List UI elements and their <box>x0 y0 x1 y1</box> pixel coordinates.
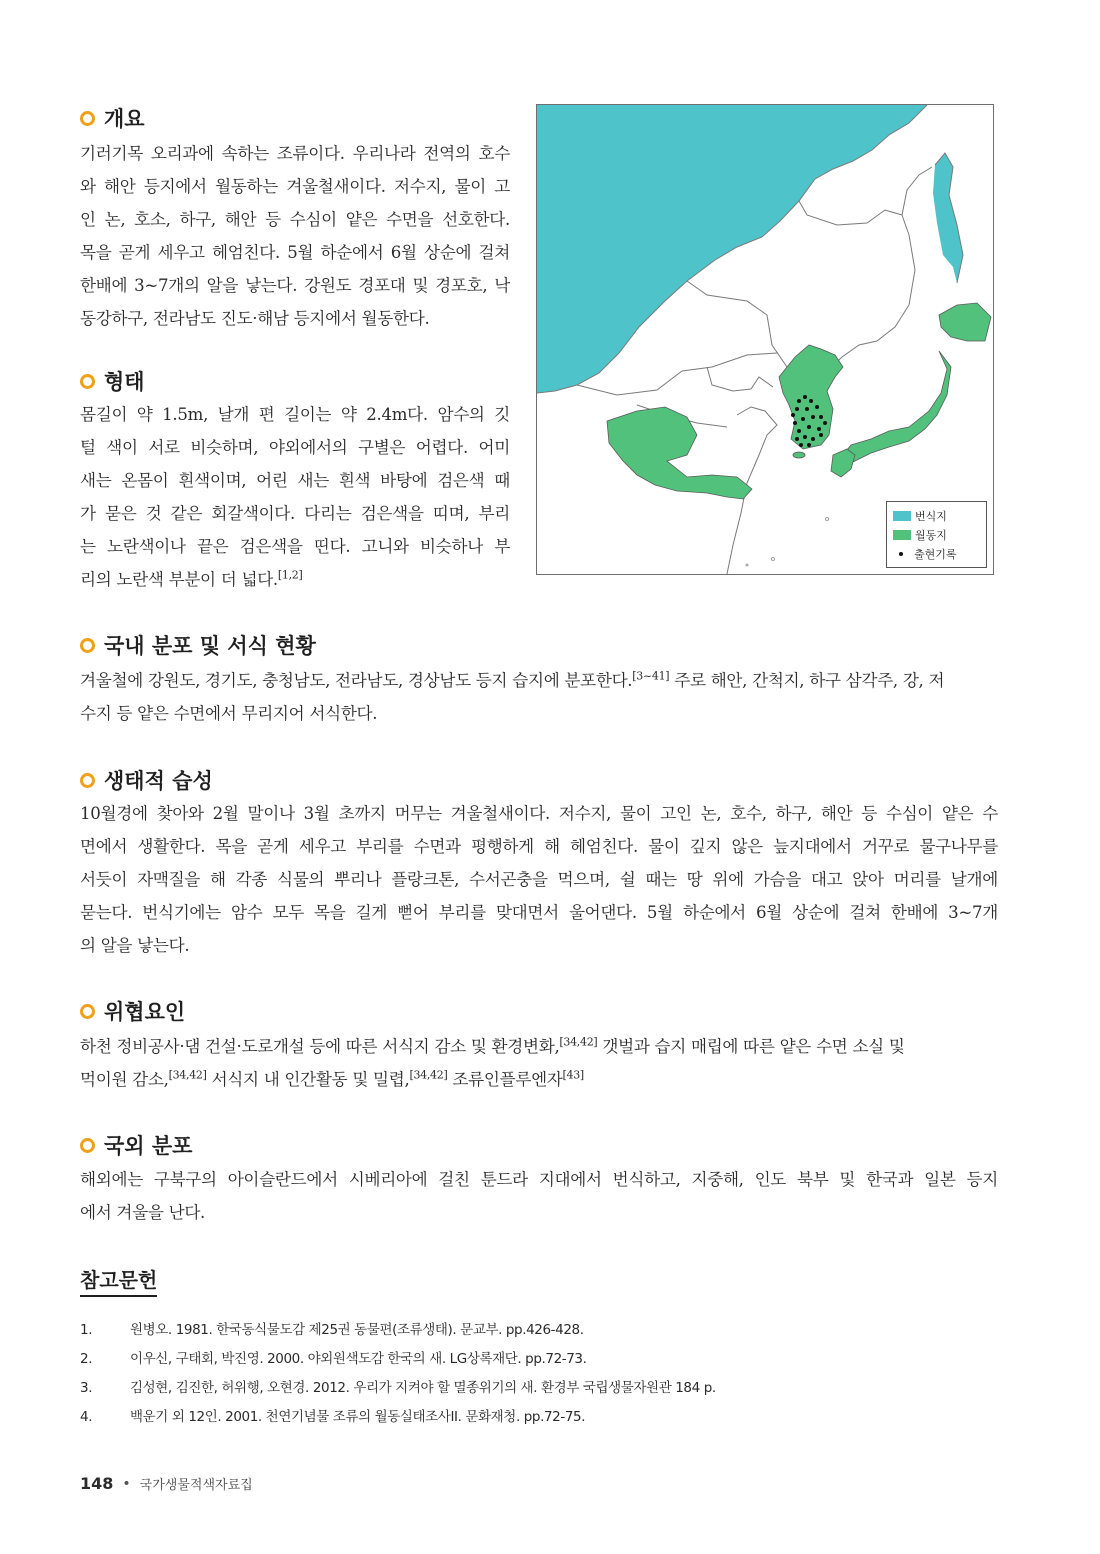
text-line: 서듯이 자맥질을 해 각종 식물의 뿌리나 플랑크톤, 수서곤충을 먹으며, 쉴 때는 땅 위에 가슴을 대고 앉아 머리를 날개에 <box>80 870 998 889</box>
section-heading-ecology <box>80 765 213 795</box>
reference-text: 이우신, 구태회, 박진영. 2000. 야외원색도감 한국의 새. LG상록재단. pp.72-73. <box>130 1351 587 1367</box>
citation: [1,2] <box>277 568 303 582</box>
reference-text: 김성현, 김진한, 허위행, 오현경. 2012. 우리가 지켜야 할 멸종위기의 새. 환경부 국립생물자원관 184 p. <box>130 1380 716 1396</box>
line-text: 겨울철에 강원도, 경기도, 충청남도, 전라남도, 경상남도 등지 습지에 분포한다. <box>80 671 633 690</box>
text-line: 털 색이 서로 비슷하며, 야외에서의 구별은 어렵다. 어미 <box>80 438 510 457</box>
reference-number: 4. <box>80 1409 93 1425</box>
legend-wintering <box>893 525 980 544</box>
text-line: 목을 곧게 세우고 헤엄친다. 5월 하순에서 6월 상순에 걸쳐 <box>80 243 510 262</box>
wintering-range <box>843 351 951 463</box>
references-title: 참고문헌 <box>80 1264 157 1297</box>
reference-item <box>80 1376 716 1396</box>
section-heading-domestic <box>80 630 316 660</box>
wintering-range <box>607 407 752 499</box>
wintering-range <box>779 345 843 449</box>
reference-text: 백운기 외 12인. 2001. 천연기념물 조류의 월동실태조사II. 문화재청. pp.72-75. <box>130 1409 586 1425</box>
line-text: 서식지 내 인간활동 및 밀렵, <box>206 1070 410 1089</box>
domestic-paragraph <box>80 664 998 730</box>
citation: [43] <box>562 1068 584 1082</box>
reference-item <box>80 1347 587 1367</box>
legend-label: 월동지 <box>915 528 947 542</box>
breeding-range <box>933 153 963 283</box>
reference-number: 1. <box>80 1322 93 1338</box>
bullet-icon <box>80 638 95 653</box>
bullet-icon <box>80 1138 95 1153</box>
text-line: 기러기목 오리과에 속하는 조류이다. 우리나라 전역의 호수 <box>80 144 510 163</box>
footer-separator: • <box>122 1475 131 1492</box>
text-line: 10월경에 찾아와 2월 말이나 3월 초까지 머무는 겨울철새이다. 저수지, 물이 고인 논, 호수, 하구, 해안 등 수심이 얕은 수 <box>80 804 998 823</box>
heading-text: 생태적 습성 <box>104 769 213 793</box>
text-line: 수지 등 얕은 수면에서 무리지어 서식한다. <box>80 704 378 723</box>
text-line: 면에서 생활한다. 목을 곧게 세우고 부리를 수면과 평행하게 해 헤엄친다. 물이 깊지 않은 늪지대에서 거꾸로 물구나무를 <box>80 837 998 856</box>
line-text: 먹이원 감소, <box>80 1070 169 1089</box>
text-line <box>80 664 998 697</box>
reference-number: 3. <box>80 1380 93 1396</box>
distribution-map <box>536 104 994 575</box>
ecology-paragraph <box>80 797 998 962</box>
text-line: 와 해안 등지에서 월동하는 겨울철새이다. 저수지, 물이 고 <box>80 177 510 196</box>
section-heading-threats <box>80 996 185 1026</box>
morphology-paragraph <box>80 398 510 596</box>
record-dot-icon <box>899 552 903 556</box>
threats-paragraph <box>80 1030 998 1096</box>
text-line: 동강하구, 전라남도 진도·해남 등지에서 월동한다. <box>80 309 430 328</box>
wintering-range <box>793 452 805 458</box>
wintering-swatch-icon <box>893 530 911 540</box>
breeding-swatch-icon <box>893 511 911 521</box>
reference-number: 2. <box>80 1351 93 1367</box>
legend-label: 번식지 <box>915 509 947 523</box>
heading-text: 국외 분포 <box>104 1134 193 1158</box>
bullet-icon <box>80 111 95 126</box>
page-number: 148 <box>80 1474 114 1493</box>
text-line: 묻는다. 번식기에는 암수 모두 목을 길게 뻗어 부리를 맞대면서 울어댄다. 5월 하순에서 6월 상순에 걸쳐 한배에 3~7개 <box>80 903 998 922</box>
text-line: 는 노란색이나 끝은 검은색을 띤다. 고니와 비슷하나 부 <box>80 537 510 556</box>
bullet-icon <box>80 374 95 389</box>
text-line: 인 논, 호소, 하구, 해안 등 수심이 얕은 수면을 선호한다. <box>80 210 510 229</box>
reference-item <box>80 1405 585 1425</box>
reference-item <box>80 1318 584 1338</box>
line-text: 주로 해안, 간척지, 하구 삼각주, 강, 저 <box>669 671 945 690</box>
heading-text: 개요 <box>104 107 145 131</box>
overview-paragraph <box>80 137 510 335</box>
legend-breeding <box>893 506 980 525</box>
section-heading-morphology <box>80 366 145 396</box>
text-line: 몸길이 약 1.5m, 날개 편 길이는 약 2.4m다. 암수의 깃 <box>80 405 510 424</box>
page-footer <box>80 1474 253 1493</box>
text-line: 새는 온몸이 흰색이며, 어린 새는 흰색 바탕에 검은색 때 <box>80 471 510 490</box>
text-line: 한배에 3~7개의 알을 낳는다. 강원도 경포대 및 경포호, 낙 <box>80 276 510 295</box>
text-line <box>80 563 510 596</box>
bullet-icon <box>80 1004 95 1019</box>
wintering-range <box>831 449 855 477</box>
text-line: 에서 겨울을 난다. <box>80 1203 206 1222</box>
map-legend <box>886 501 987 568</box>
abroad-paragraph <box>80 1163 998 1229</box>
heading-text: 위협요인 <box>104 1000 186 1024</box>
line-text: 하천 정비공사·댐 건설·도로개설 등에 따른 서식지 감소 및 환경변화, <box>80 1037 560 1056</box>
text-line: 의 알을 낳는다. <box>80 936 190 955</box>
text-line <box>80 1030 998 1063</box>
reference-text: 원병오. 1981. 한국동식물도감 제25권 동물편(조류생태). 문교부. pp.426-428. <box>130 1322 584 1338</box>
legend-records <box>893 544 980 563</box>
citation: [34,42] <box>559 1035 598 1049</box>
line-text: 갯벌과 습지 매립에 따른 얕은 수면 소실 및 <box>597 1037 905 1056</box>
line-text: 조류인플루엔자 <box>447 1070 563 1089</box>
breeding-range <box>537 105 927 393</box>
citation: [3~41] <box>632 669 670 683</box>
text-line <box>80 1063 998 1096</box>
section-heading-abroad <box>80 1130 192 1160</box>
legend-label: 출현기록 <box>914 547 957 561</box>
citation: [34,42] <box>168 1068 207 1082</box>
text-line: 해외에는 구북구의 아이슬란드에서 시베리아에 걸친 툰드라 지대에서 번식하고, 지중해, 인도 북부 및 한국과 일본 등지 <box>80 1170 998 1189</box>
heading-text: 형태 <box>104 370 145 394</box>
line-text: 리의 노란색 부분이 더 넓다. <box>80 570 278 589</box>
citation: [34,42] <box>409 1068 448 1082</box>
text-line: 가 묻은 것 같은 회갈색이다. 다리는 검은색을 띠며, 부리 <box>80 504 510 523</box>
wintering-range <box>939 303 991 341</box>
bullet-icon <box>80 773 95 788</box>
section-heading-overview <box>80 103 145 133</box>
heading-text: 국내 분포 및 서식 현황 <box>104 634 316 658</box>
book-title: 국가생물적색자료집 <box>139 1478 253 1493</box>
